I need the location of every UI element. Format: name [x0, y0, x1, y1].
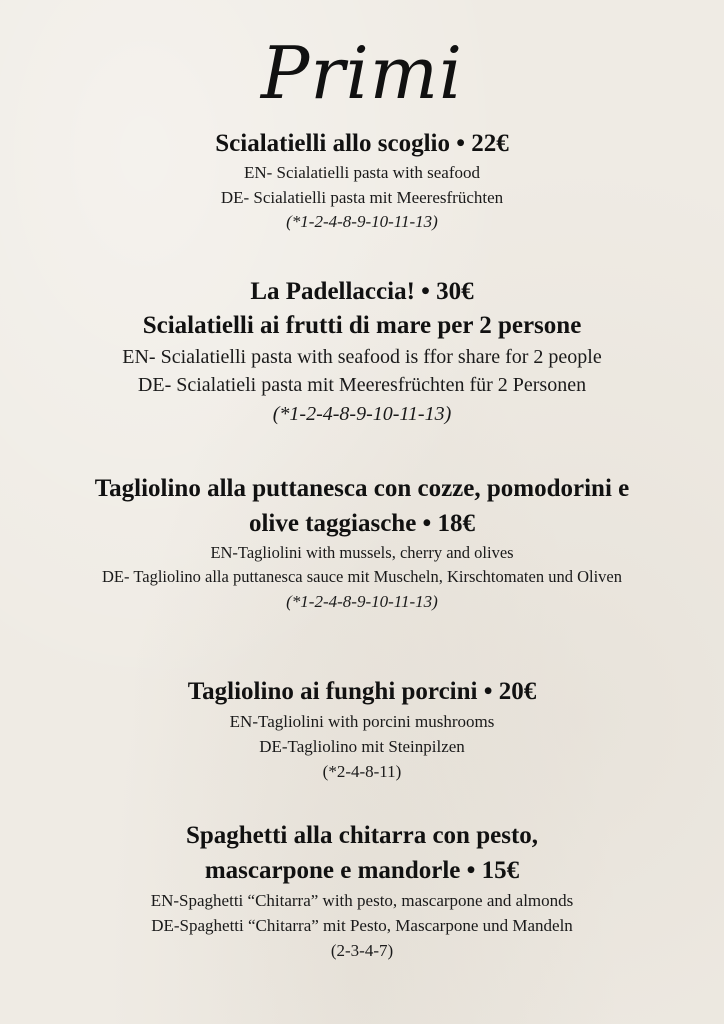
- menu-item: [0, 128, 724, 233]
- allergen-codes: (*1-2-4-8-9-10-11-13): [272, 403, 452, 425]
- dish-name-continued: mascarpone e mandorle • 15€: [204, 857, 520, 884]
- menu-item: [0, 471, 724, 615]
- menu-item: [0, 275, 724, 429]
- description-de: DE-Tagliolino mit Steinpilzen: [259, 737, 465, 756]
- description-de: DE- Scialatielli pasta mit Meeresfrüchten: [220, 188, 504, 207]
- page-title: Primi: [260, 31, 464, 115]
- description-en: EN- Scialatielli pasta with seafood: [243, 163, 481, 182]
- description-en: EN- Scialatielli pasta with seafood is ffor share for 2 people: [122, 346, 602, 368]
- description-de: DE- Scialatieli pasta mit Meeresfrüchten für 2 Personen: [137, 374, 587, 396]
- allergen-codes: (*2-4-8-11): [322, 762, 402, 781]
- dish-name: Tagliolino alla puttanesca con cozze, pomodorini e: [94, 475, 630, 502]
- menu-item: [0, 818, 724, 963]
- allergen-codes: (2-3-4-7): [330, 941, 394, 960]
- description-en: EN-Spaghetti “Chitarra” with pesto, mascarpone and almonds: [150, 891, 574, 910]
- dish-name-subtitle: Scialatielli ai frutti di mare per 2 persone: [142, 312, 582, 339]
- dish-name: Scialatielli allo scoglio • 22€: [215, 130, 509, 157]
- dish-name: Spaghetti alla chitarra con pesto,: [185, 822, 539, 849]
- description-de: DE- Tagliolino alla puttanesca sauce mit Muscheln, Kirschtomaten und Oliven: [102, 567, 622, 586]
- description-de: DE-Spaghetti “Chitarra” mit Pesto, Mascarpone und Mandeln: [151, 916, 573, 935]
- allergen-codes: (*1-2-4-8-9-10-11-13): [286, 212, 438, 231]
- menu-item: [0, 675, 724, 784]
- description-en: EN-Tagliolini with mussels, cherry and olives: [210, 543, 514, 562]
- dish-name: La Padellaccia! • 30€: [250, 278, 474, 305]
- description-en: EN-Tagliolini with porcini mushrooms: [229, 712, 495, 731]
- dish-name: Tagliolino ai funghi porcini • 20€: [187, 678, 537, 705]
- allergen-codes: (*1-2-4-8-9-10-11-13): [286, 592, 438, 611]
- dish-name-continued: olive taggiasche • 18€: [248, 510, 476, 537]
